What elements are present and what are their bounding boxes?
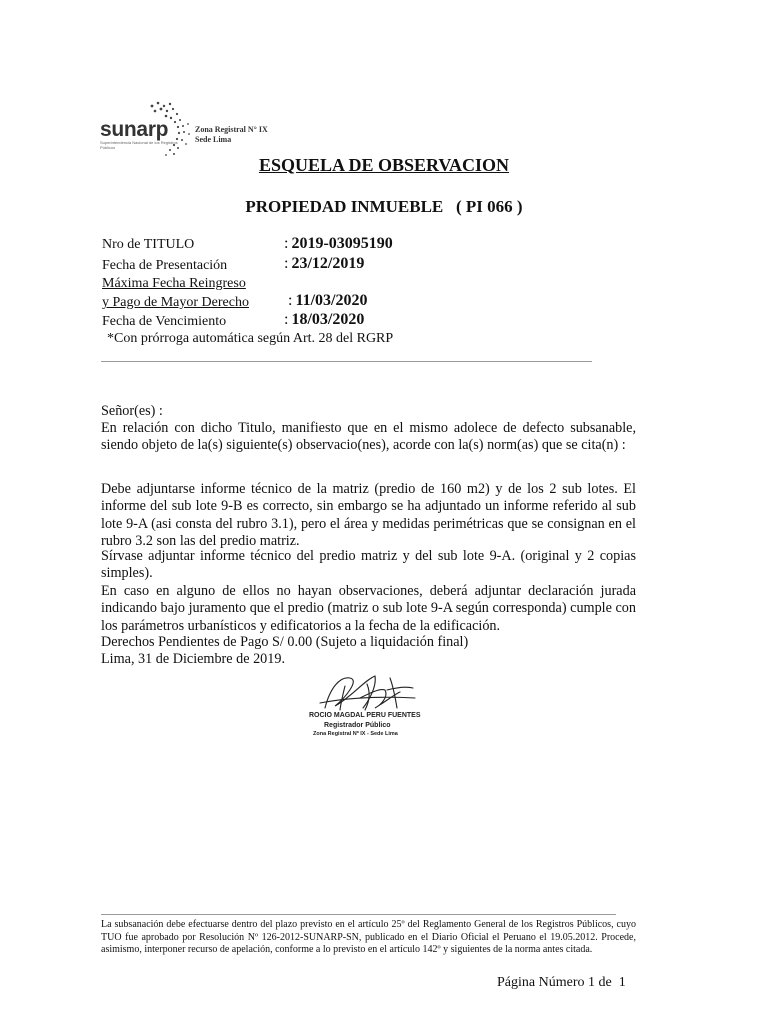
- signatory-role: Registrador Público: [324, 722, 391, 729]
- colon: :: [284, 311, 289, 328]
- presentacion-date: 23/12/2019: [291, 255, 365, 272]
- document-subtitle: PROPIEDAD INMUEBLE ( PI 066 ): [245, 197, 523, 216]
- separator-line: [101, 361, 592, 362]
- vencimiento-date: 18/03/2020: [291, 311, 365, 328]
- handwritten-signature-icon: [305, 668, 435, 718]
- titulo-number: 2019-03095190: [291, 235, 393, 252]
- observation-2: Sírvase adjuntar informe técnico del predio matriz y del sub lote 9-A. (original y 2 copias simples).: [101, 548, 636, 582]
- presentacion-value: [284, 255, 364, 273]
- page-number: Página Número 1 de 1: [497, 975, 626, 990]
- intro-paragraph: En relación con dicho Titulo, manifiesto que en el mismo adolece de defecto subsanable, siendo objeto de la(s) siguiente(s) observacio(nes), acorde con la(s) norm(as) que se cita(n) :: [101, 420, 636, 454]
- footnote-text: La subsanación debe efectuarse dentro del plazo previsto en el artículo 25º del Reglamento General de los Registros Públicos, cuyo TUO fue aprobado por Resolución Nº 126-2012-SUNARP-SN, publicado en el Diario Oficial el Peruano el 19.05.2012. Procede, asimismo, interponer recurso de apelación, conforme a lo previsto en el artículo 142º y siguientes de la norma antes citada.: [101, 919, 636, 956]
- observation-1: Debe adjuntarse informe técnico de la matriz (predio de 160 m2) y de los 2 sub lotes. El informe del sub lote 9-B es correcto, sin embargo se ha adjuntado un informe referido al sub lote 9-A (asi consta del rubro 3.1), pero el área y medidas perimétricas que se consignan en el rubro 3.2 son las del predio matriz.: [101, 481, 636, 549]
- derechos-pendientes: Derechos Pendientes de Pago S/ 0.00 (Sujeto a liquidación final): [101, 634, 469, 650]
- presentacion-label: Fecha de Presentación: [102, 258, 228, 273]
- reingreso-date: 11/03/2020: [295, 292, 368, 309]
- prorroga-note: *Con prórroga automática según Art. 28 del RGRP: [107, 331, 394, 346]
- titulo-value: [284, 235, 393, 253]
- zona-line-2: Sede Lima: [195, 135, 232, 144]
- colon: :: [284, 235, 289, 252]
- observation-3: En caso en alguno de ellos no hayan observaciones, deberá adjuntar declaración jurada indicando bajo juramento que el predio (matriz o sub lote 9-A según corresponda) cumple con los parámetros urbanísticos y edificatorios a la fecha de la edificación.: [101, 583, 636, 634]
- colon: :: [288, 292, 293, 309]
- footnote-rule: [101, 914, 616, 915]
- titulo-label: Nro de TITULO: [102, 237, 195, 252]
- logo-wordmark: sunarp: [100, 118, 169, 141]
- vencimiento-label: Fecha de Vencimiento: [102, 314, 227, 329]
- signatory-office: Zona Registral Nº IX - Sede Lima: [313, 731, 398, 737]
- colon: :: [284, 255, 289, 272]
- reingreso-label-line-1: Máxima Fecha Reingreso: [102, 276, 246, 291]
- reingreso-value: [288, 292, 367, 310]
- place-and-date: Lima, 31 de Diciembre de 2019.: [101, 651, 285, 667]
- reingreso-label-line-2: y Pago de Mayor Derecho: [102, 295, 249, 310]
- vencimiento-value: [284, 311, 364, 329]
- zona-line-1: Zona Registral N° IX: [195, 125, 268, 134]
- zona-registral-label: [195, 125, 268, 145]
- logo-subtitle: Superintendencia Nacional de los Registros Públicos: [100, 140, 178, 150]
- sunarp-logo: [100, 100, 350, 160]
- signatory-name: ROCIO MAGDAL PERU FUENTES: [309, 712, 421, 719]
- greeting: Señor(es) :: [101, 403, 163, 419]
- signature-block: [305, 668, 435, 748]
- document-title: ESQUELA DE OBSERVACION: [258, 155, 510, 175]
